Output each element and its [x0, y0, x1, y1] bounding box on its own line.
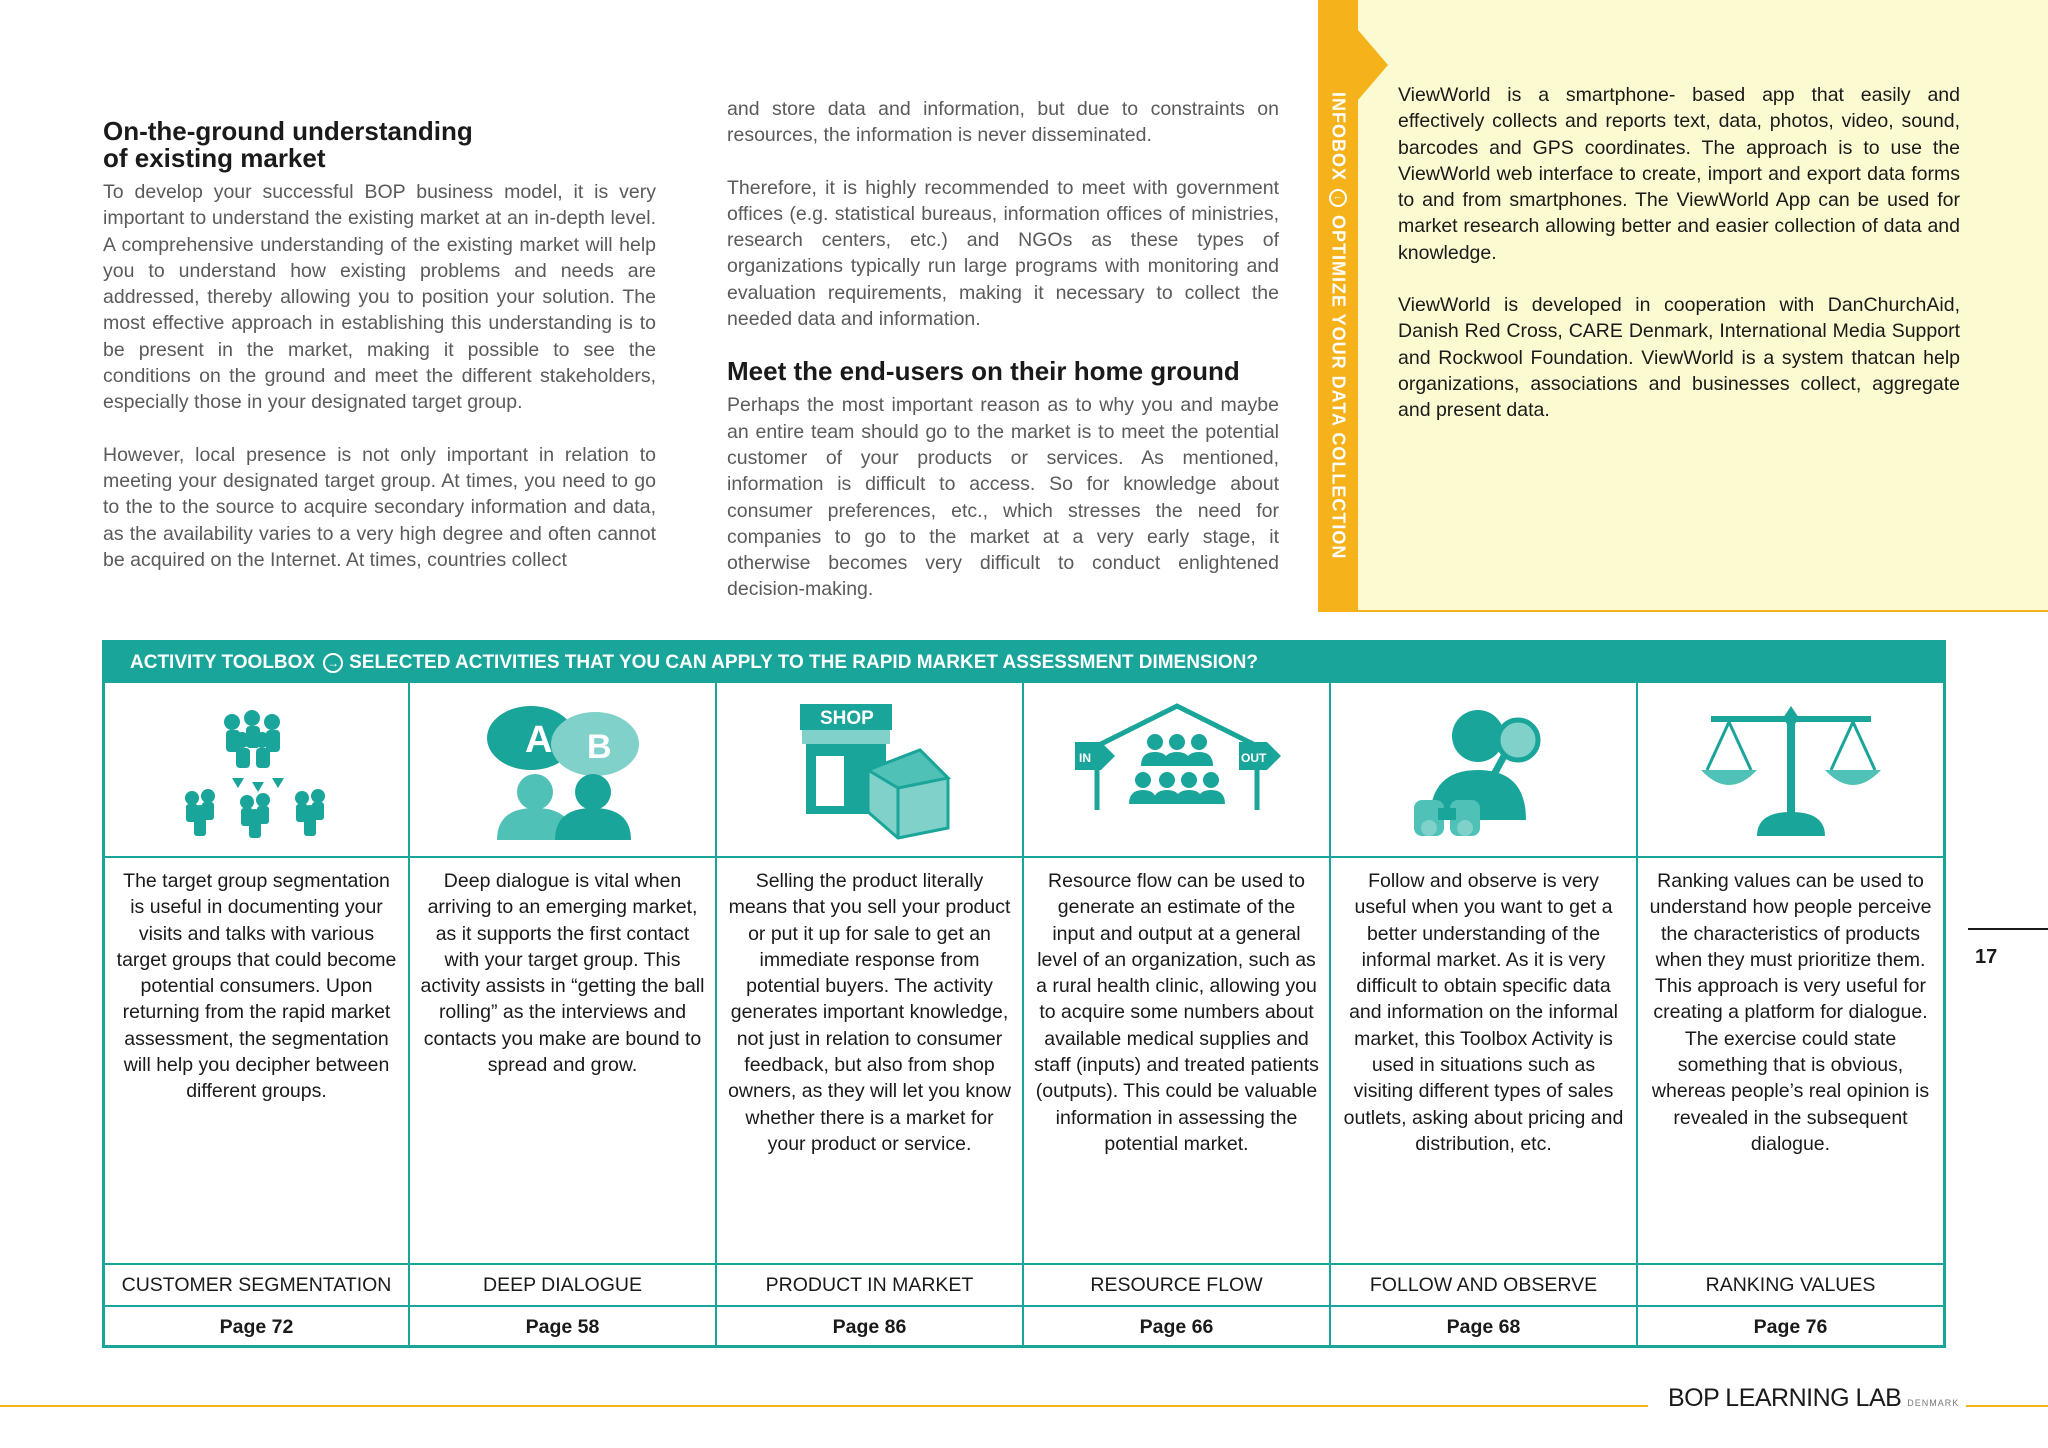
footer-logo: BOP LEARNING LAB DENMARK [1668, 1384, 1960, 1412]
paragraph: Therefore, it is highly recommended to meet with government offices (e.g. statistical bureaus, information offices of ministries, research centers, etc.) and NGOs as these types of organizations typically run large programs with monitoring and evaluation requirements, making it necessary to collect the needed data and information. [727, 176, 1279, 331]
infobox-text: ViewWorld is a smartphone- based app that easily and effectively collects and reports text, data, photos, video, sound, barcodes and GPS coordinates. The approach is to use the ViewWorld web interface to create, import and export data forms to and from smartphones. The ViewWorld App can be used for market research allowing better and easier collection of data and knowledge. ViewWorld is developed in cooperation with DanChurchAid, Danish Red Cross, CARE Denmark, International Media Support and Rockwool Foundation. ViewWorld is a system thatcan help organizations, associations and businesses collect, aggregate and present data. [1398, 84, 1960, 422]
paragraph: To develop your successful BOP business model, it is very important to understand the existing market at an in-depth level. A comprehensive understanding of the existing market will help you to understand how existing problems and needs are addressed, thereby allowing you to position your solution. The most effective approach in establishing this understanding is to be present in the market, making it possible to see the conditions on the ground and meet the different stakeholders, especially those in your designated target group. [103, 181, 656, 414]
paragraph: Perhaps the most important reason as to why you and maybe an entire team should go to the market is to meet the potential customer of your products or services. As mentioned, information is difficult to access. So for knowledge about consumer preferences, etc., which stresses the need for companies to go to the market at a very early stage, it otherwise becomes very difficult to conduct enlightened decision-making. [727, 394, 1279, 601]
section-heading-market: On-the-ground understanding of existing market [103, 116, 473, 173]
activity-toolbox [102, 640, 1946, 1348]
activity-card [1638, 683, 1943, 1348]
page-number-rule [1968, 928, 2048, 930]
activity-description: Selling the product literally means that you sell your product or put it up for sale to get an immediate response from potential buyers. The activity generates important knowledge, not just in relation to consumer feedback, but also from shop owners, as they will let you know whether there is a market for your product or service. [728, 870, 1011, 1155]
arrow-circle-icon: ↓ [1329, 189, 1347, 207]
arrow-circle-icon: → [323, 653, 343, 673]
svg-text:SHOP: SHOP [819, 707, 874, 729]
activity-name: PRODUCT IN MARKET [717, 1263, 1022, 1307]
activity-name: RESOURCE FLOW [1024, 1263, 1329, 1307]
infobox-label: INFOBOX ↓ OPTIMIZE YOUR DATA COLLECTION [1328, 92, 1349, 560]
middle-text-column [727, 96, 1279, 629]
observer-binoculars-icon [1394, 700, 1574, 840]
scales-icon [1691, 700, 1891, 840]
activity-card [105, 683, 410, 1348]
paragraph: However, local presence is not only important in relation to meeting your designated target group. At times, you need to go to the to the source to acquire secondary information and data, as the availability varies to a very high degree and often cannot be acquired on the Internet. At times, countries collect [103, 443, 656, 571]
svg-text:IN: IN [1078, 750, 1091, 765]
page-number: 17 [1975, 946, 1998, 968]
activity-card [1331, 683, 1638, 1348]
shop-box-icon [780, 700, 960, 840]
activity-name: RANKING VALUES [1638, 1263, 1943, 1307]
activity-description: Ranking values can be used to understand how people perceive the characteristics of products when they must prioritize them. This approach is very useful for creating a platform for dialogue. The exercise could state something that is obvious, whereas people’s real opinion is revealed in the subsequent dialogue. [1649, 870, 1932, 1155]
people-groups-icon [172, 700, 342, 840]
activity-card [1024, 683, 1331, 1348]
activity-page-link[interactable]: Page 58 [525, 1316, 600, 1338]
activity-name: CUSTOMER SEGMENTATION [105, 1263, 408, 1307]
activity-card [410, 683, 717, 1348]
activity-description: Deep dialogue is vital when arriving to an emerging market, as it supports the first contact with your target group. This activity assists in “getting the ball rolling” as the interviews and contacts you make are bound to spread and grow. [420, 870, 705, 1077]
activity-card [717, 683, 1024, 1348]
svg-text:A: A [524, 718, 552, 761]
left-text-column [103, 118, 656, 599]
footer-rule-right [1966, 1405, 2048, 1407]
activity-page-link[interactable]: Page 86 [832, 1316, 907, 1338]
activity-page-link[interactable]: Page 72 [219, 1316, 294, 1338]
activity-page-link[interactable]: Page 66 [1139, 1316, 1214, 1338]
in-out-flow-icon [1067, 700, 1287, 840]
activity-description: Resource flow can be used to generate an estimate of the input and output at a general level of an organization, such as a rural health clinic, allowing you to acquire some numbers about available medical supplies and staff (inputs) and treated patients (outputs). This could be valuable information in assessing the potential market. [1034, 870, 1319, 1155]
svg-text:OUT: OUT [1240, 750, 1266, 765]
footer-rule-left [0, 1405, 1648, 1407]
activity-page-link[interactable]: Page 76 [1753, 1316, 1828, 1338]
svg-text:B: B [586, 727, 612, 766]
activity-description: The target group segmentation is useful in documenting your visits and talks with various target groups that could become potential consumers. Upon returning from the rapid market assessment, the segmentation will help you decipher between different groups. [116, 870, 397, 1103]
paragraph: and store data and information, but due to constraints on resources, the information is never disseminated. [727, 98, 1279, 147]
activity-page-link[interactable]: Page 68 [1446, 1316, 1521, 1338]
activity-name: DEEP DIALOGUE [410, 1263, 715, 1307]
infobox-notch-icon [1318, 30, 1388, 100]
section-heading-end-users: Meet the end-users on their home ground [727, 356, 1240, 387]
activity-name: FOLLOW AND OBSERVE [1331, 1263, 1636, 1307]
activity-description: Follow and observe is very useful when you want to get a better understanding of the informal market. As it is very difficult to obtain specific data and information on the informal market, this Toolbox Activity is used in situations such as visiting different types of sales outlets, asking about pricing and distribution, etc. [1343, 870, 1624, 1155]
infobox [1318, 0, 2048, 612]
dialogue-bubbles-icon [473, 700, 653, 840]
toolbox-header: ACTIVITY TOOLBOX → SELECTED ACTIVITIES THAT YOU CAN APPLY TO THE RAPID MARKET ASSESSMENT DIMENSION? [105, 643, 1943, 683]
